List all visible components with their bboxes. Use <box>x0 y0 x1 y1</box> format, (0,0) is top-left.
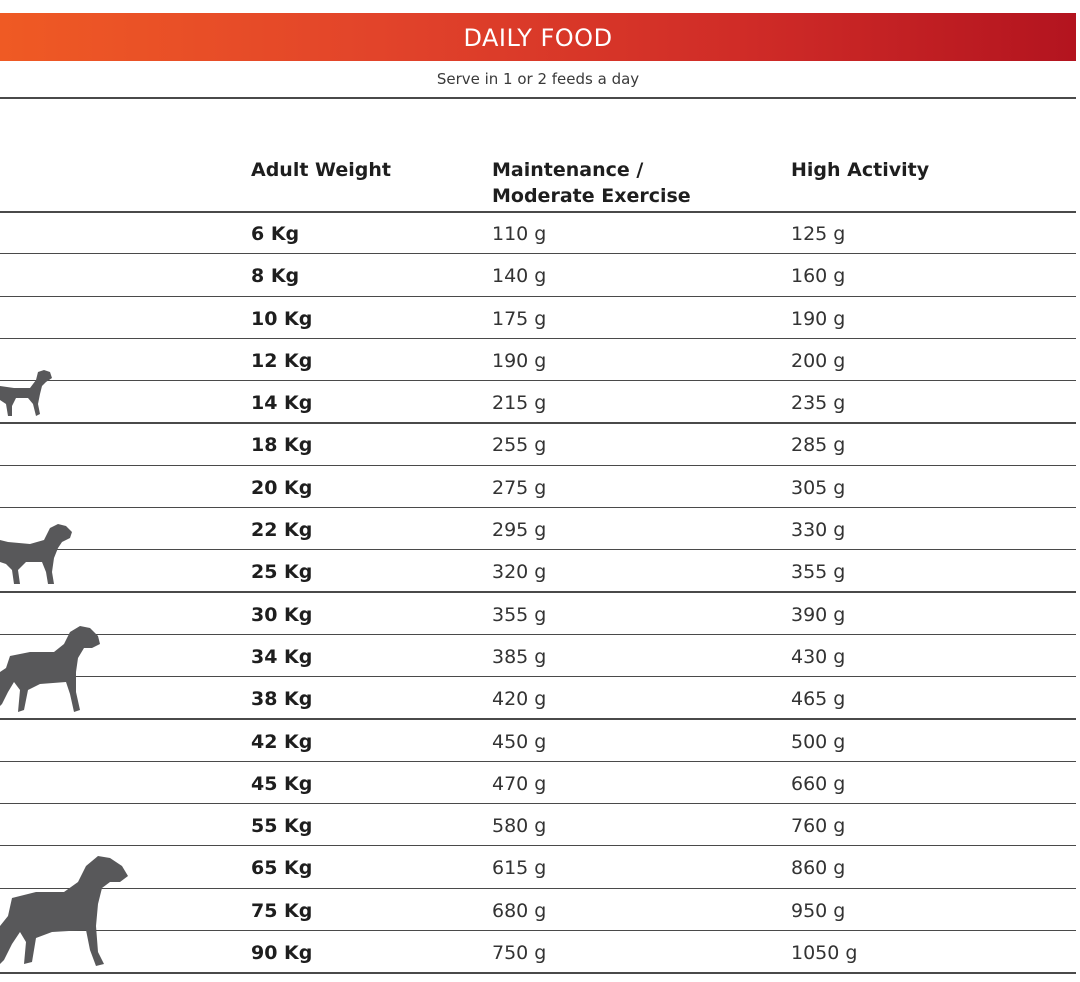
large-dog-icon <box>0 622 105 716</box>
table-row <box>0 931 1076 973</box>
maintenance-cell: 420 g <box>492 688 547 711</box>
high-activity-cell: 190 g <box>791 307 846 330</box>
small-dog-icon <box>0 364 60 420</box>
high-activity-cell: 1050 g <box>791 942 858 965</box>
high-activity-cell: 950 g <box>791 899 846 922</box>
high-activity-cell: 305 g <box>791 476 846 499</box>
maintenance-cell: 295 g <box>492 519 547 542</box>
high-activity-cell: 500 g <box>791 730 846 753</box>
medium-dog-icon <box>0 518 80 590</box>
weight-cell: 14 Kg <box>251 392 313 415</box>
maintenance-cell: 320 g <box>492 561 547 584</box>
weight-cell: 38 Kg <box>251 688 313 711</box>
table-row <box>0 846 1076 888</box>
table-row <box>0 762 1076 804</box>
page-title: DAILY FOOD <box>463 24 613 52</box>
weight-cell: 6 Kg <box>251 223 300 245</box>
group-divider <box>0 422 1076 424</box>
maintenance-cell: 110 g <box>492 223 547 245</box>
column-header-high-activity: High Activity <box>791 159 930 181</box>
high-activity-cell: 390 g <box>791 603 846 626</box>
table-row <box>0 212 1076 254</box>
maintenance-cell: 255 g <box>492 434 547 457</box>
weight-cell: 30 Kg <box>251 603 313 626</box>
table-row <box>0 254 1076 296</box>
table-row <box>0 550 1076 592</box>
maintenance-cell: 190 g <box>492 349 547 372</box>
weight-cell: 20 Kg <box>251 476 313 499</box>
table-row <box>0 423 1076 465</box>
maintenance-cell: 385 g <box>492 645 547 668</box>
maintenance-cell: 355 g <box>492 603 547 626</box>
high-activity-cell: 860 g <box>791 857 846 880</box>
weight-cell: 12 Kg <box>251 349 313 372</box>
weight-cell: 65 Kg <box>251 857 313 880</box>
weight-cell: 25 Kg <box>251 561 313 584</box>
weight-cell: 55 Kg <box>251 815 313 838</box>
high-activity-cell: 285 g <box>791 434 846 457</box>
high-activity-cell: 465 g <box>791 688 846 711</box>
column-header-weight: Adult Weight <box>251 159 391 181</box>
high-activity-cell: 160 g <box>791 265 846 288</box>
high-activity-cell: 200 g <box>791 349 846 372</box>
high-activity-cell: 235 g <box>791 392 846 415</box>
weight-cell: 42 Kg <box>251 730 313 753</box>
weight-cell: 18 Kg <box>251 434 313 457</box>
maintenance-cell: 140 g <box>492 265 547 288</box>
high-activity-cell: 355 g <box>791 561 846 584</box>
table-row <box>0 508 1076 550</box>
high-activity-cell: 330 g <box>791 519 846 542</box>
feeding-table <box>0 212 1076 973</box>
table-row <box>0 297 1076 339</box>
header-banner <box>0 13 1076 61</box>
table-row <box>0 466 1076 508</box>
table-row <box>0 889 1076 931</box>
group-divider <box>0 718 1076 720</box>
table-row <box>0 381 1076 423</box>
column-header-maintenance <box>492 157 752 209</box>
maintenance-cell: 580 g <box>492 815 547 838</box>
table-row <box>0 593 1076 635</box>
column-header-maintenance-line2: Moderate Exercise <box>492 185 691 207</box>
giant-dog-icon <box>0 852 132 970</box>
maintenance-cell: 450 g <box>492 730 547 753</box>
table-row <box>0 339 1076 381</box>
maintenance-cell: 680 g <box>492 899 547 922</box>
group-divider <box>0 972 1076 974</box>
table-row <box>0 804 1076 846</box>
table-row <box>0 720 1076 762</box>
group-divider <box>0 591 1076 593</box>
weight-cell: 90 Kg <box>251 942 313 965</box>
weight-cell: 22 Kg <box>251 519 313 542</box>
high-activity-cell: 660 g <box>791 772 846 795</box>
maintenance-cell: 275 g <box>492 476 547 499</box>
maintenance-cell: 470 g <box>492 772 547 795</box>
column-header-maintenance-line1: Maintenance / <box>492 159 644 181</box>
high-activity-cell: 760 g <box>791 815 846 838</box>
weight-cell: 10 Kg <box>251 307 313 330</box>
high-activity-cell: 430 g <box>791 645 846 668</box>
high-activity-cell: 125 g <box>791 223 846 245</box>
weight-cell: 34 Kg <box>251 645 313 668</box>
weight-cell: 75 Kg <box>251 899 313 922</box>
weight-cell: 45 Kg <box>251 772 313 795</box>
header-divider <box>0 97 1076 99</box>
maintenance-cell: 175 g <box>492 307 547 330</box>
maintenance-cell: 615 g <box>492 857 547 880</box>
weight-cell: 8 Kg <box>251 265 300 288</box>
table-row <box>0 677 1076 719</box>
page-subtitle: Serve in 1 or 2 feeds a day <box>436 70 640 88</box>
maintenance-cell: 750 g <box>492 942 547 965</box>
table-row <box>0 635 1076 677</box>
maintenance-cell: 215 g <box>492 392 547 415</box>
